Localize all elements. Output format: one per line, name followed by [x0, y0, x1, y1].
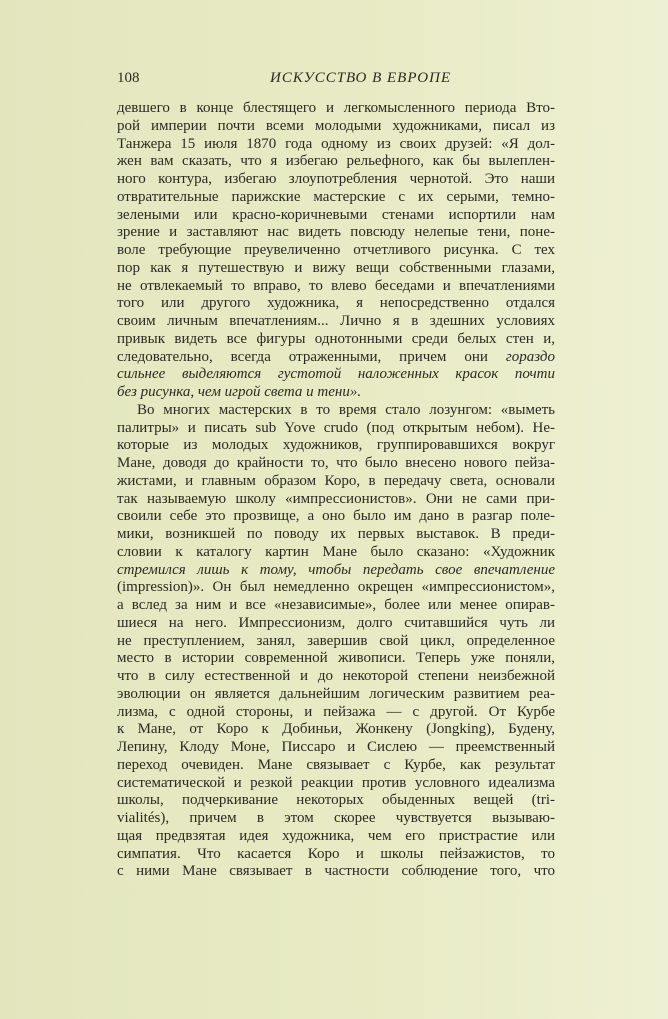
text-line: школы, подчеркивание некоторых обыденных вещей (tri-	[117, 792, 555, 809]
text-line: симпатия. Что касается Коро и школы пейзажистов, то	[117, 845, 555, 862]
text-line: того или другого художника, я непосредственно отдался	[117, 295, 555, 312]
text-line: жен вам сказать, что я избегаю рельефного, как бы вылеплен-	[117, 153, 555, 170]
text-line: жистами, и главным образом Коро, в передачу света, основали	[117, 472, 555, 489]
text-line: место в истории современной живописи. Теперь уже поняли,	[117, 650, 555, 667]
text-line: зрение и заставляют нас видеть повсюду нелепые тени, поне-	[117, 224, 555, 241]
text-line: отвратительные парижские мастерские с их серыми, темно-	[117, 188, 555, 205]
text-line: палитры» и писать sub Yove crudo (под открытым небом). Не-	[117, 419, 555, 436]
text-segment: следовательно, всегда отраженными, причем они	[117, 348, 488, 365]
running-title: ИСКУССТВО В ЕВРОПЕ	[270, 70, 452, 86]
paragraph-start-line: Во многих мастерских в то время стало лозунгом: «выметь	[137, 401, 555, 418]
text-line: своим личным впечатлениям... Лично я в здешних условиях	[117, 313, 555, 329]
text-line: зелеными или красно-коричневыми стенами испортили нам	[117, 206, 555, 223]
text-line: а вслед за ним и все «независимые», более или менее опирав-	[117, 597, 555, 613]
text-line: ного контура, избегаю злоупотребления чернотой. Это наши	[117, 171, 555, 187]
text-line: словии к каталогу картин Мане было сказано: «Художник	[117, 543, 555, 560]
text-line: пор как я путешествую и вижу вещи собственными глазами,	[117, 259, 555, 276]
text-line: щая предвзятая идея художника, чем его пристрастие или	[117, 827, 555, 844]
text-line: которые из молодых художников, группировавшихся вокруг	[117, 437, 555, 454]
text-line: шиеся на него. Импрессионизм, долго считавшийся чуть ли	[117, 614, 555, 631]
text-line: лизма, с одной стороны, и пейзажа — с другой. От Курбе	[117, 703, 555, 720]
page-number: 108	[117, 70, 140, 86]
text-line: vialités), причем в этом скорее чувствуется вызываю-	[117, 810, 555, 826]
text-line-italic: стремился лишь к тому, чтобы передать свое впечатление	[117, 561, 555, 578]
text-line: систематической и резкой реакции против условного идеализма	[117, 774, 555, 791]
text-line: не преступлением, занял, завершив свой цикл, определенное	[117, 632, 555, 649]
text-line: девшего в конце блестящего и легкомысленного периода Вто-	[117, 100, 555, 116]
text-line: Танжера 15 июля 1870 года одному из своих друзей: «Я дол-	[117, 135, 555, 152]
text-line: мики, возникшей по поводу их первых выставок. В преди-	[117, 526, 555, 542]
text-line: переход очевиден. Мане связывает с Курбе, как результат	[117, 756, 555, 773]
text-line: воле требующие преувеличенно отчетливого рисунка. С тех	[117, 242, 555, 258]
text-line: к Мане, от Коро к Добиньи, Жонкену (Jongking), Будену,	[117, 721, 555, 738]
text-line: эволюции он является дальнейшим логическим развитием реа-	[117, 685, 555, 702]
text-line-italic: сильнее выделяются густотой наложенных красок почти	[117, 366, 555, 383]
body-text	[117, 100, 555, 881]
text-line: не отвлекаемый то вправо, то влево беседами и впечатлениями	[117, 277, 555, 294]
text-line-italic: без рисунка, чем игрой света и тени».	[117, 384, 362, 400]
emphasis-segment: гораздо	[505, 348, 555, 365]
text-line	[117, 349, 555, 367]
text-line: рой империи почти всеми молодыми художниками, писал из	[117, 117, 555, 134]
text-line: что в силу естественной и до некоторой степени неизбежной	[117, 668, 555, 684]
text-line: так называемую школу «импрессионистов». Они не сами при-	[117, 490, 555, 507]
text-line: привык видеть все фигуры однотонными среди белых стен и,	[117, 330, 555, 347]
text-line: Лепину, Клоду Моне, Писсаро и Сислею — преемственный	[117, 739, 555, 755]
text-line: своили себе это прозвище, а оно было им дано в разгар поле-	[117, 508, 555, 525]
text-line: Мане, доводя до крайности то, что было внесено нового пейза-	[117, 455, 555, 471]
text-line: (impression)». Он был немедленно окрещен «импрессионистом»,	[117, 579, 555, 596]
text-line: с ними Мане связывает в частности соблюдение того, что	[117, 863, 555, 880]
